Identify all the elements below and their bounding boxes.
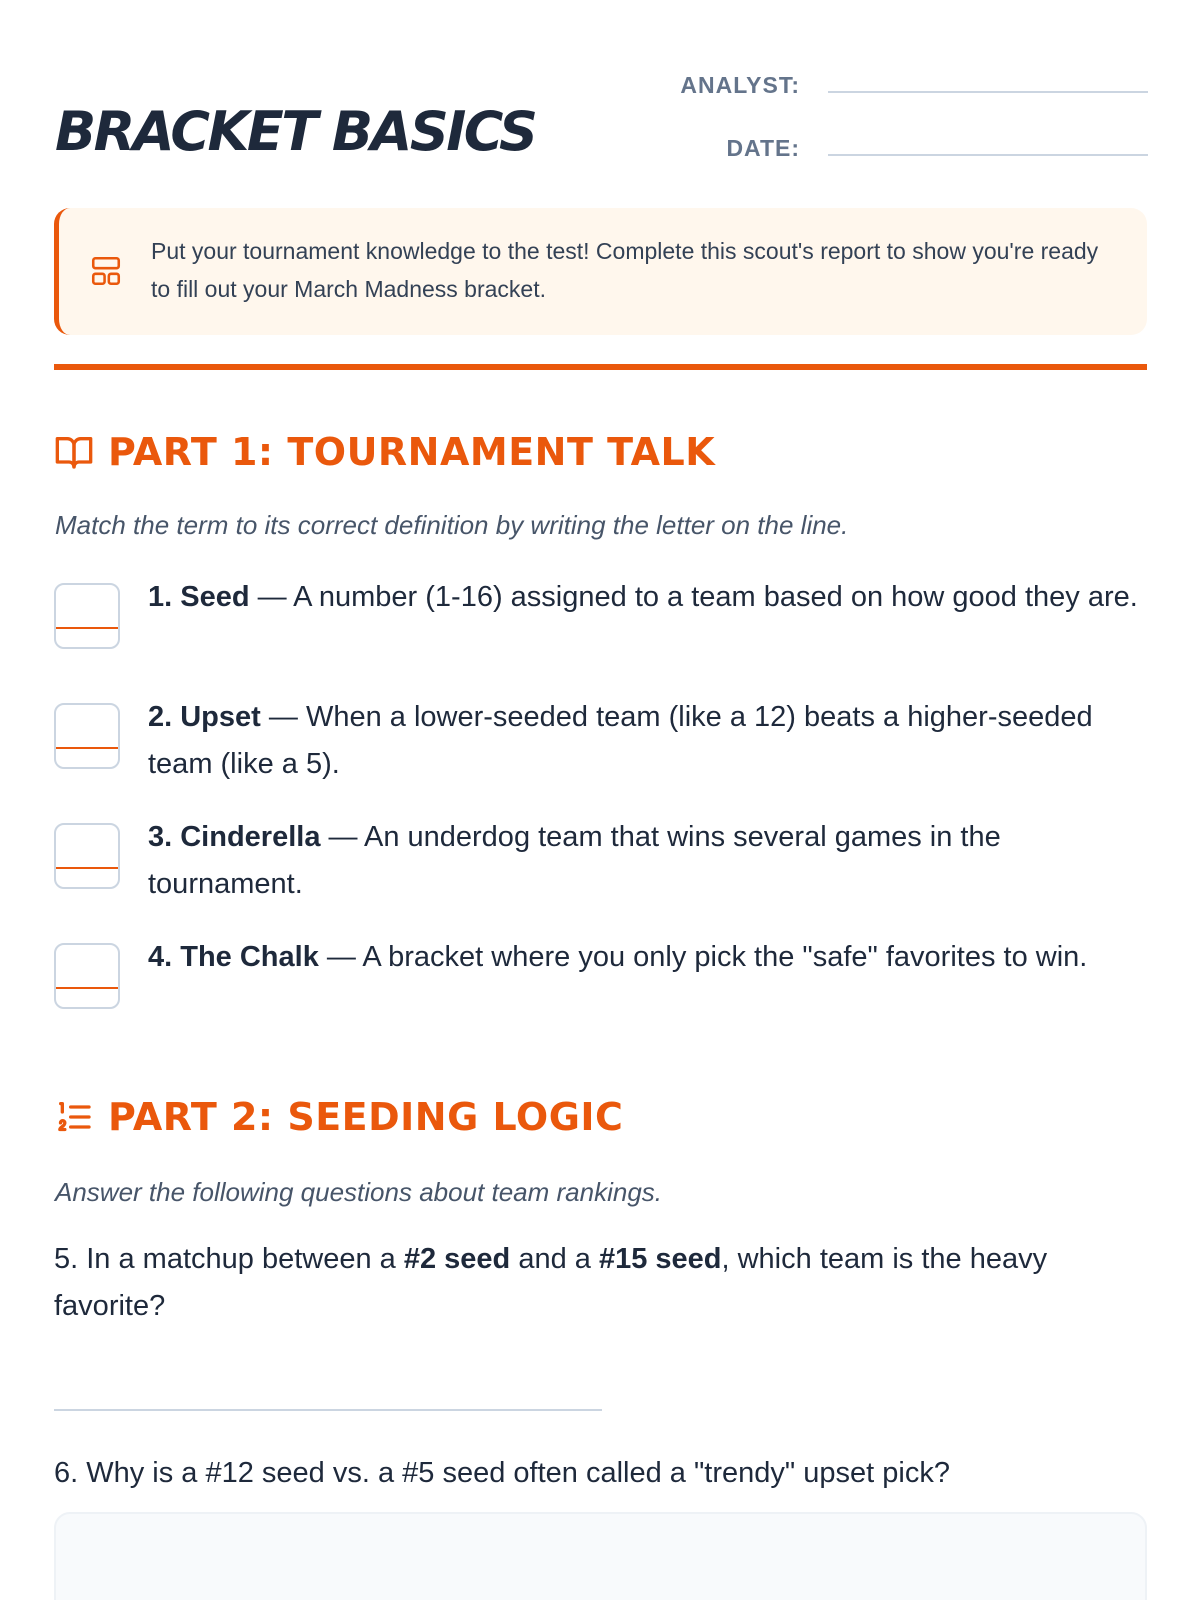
match-definition: A number (1-16) assigned to a team based on how good they are. bbox=[293, 581, 1138, 613]
match-answer-box[interactable] bbox=[54, 703, 120, 769]
match-item bbox=[54, 694, 1147, 794]
date-label: DATE: bbox=[726, 135, 800, 161]
q5-text-mid: and a bbox=[510, 1243, 599, 1275]
answer-blank-line bbox=[56, 627, 118, 629]
date-field bbox=[640, 133, 1148, 163]
match-separator: — bbox=[249, 581, 294, 613]
layout-icon bbox=[89, 254, 123, 288]
match-answer-box[interactable] bbox=[54, 943, 120, 1009]
match-answer-box[interactable] bbox=[54, 583, 120, 649]
part2-instructions: Answer the following questions about team rankings. bbox=[55, 1177, 663, 1207]
intro-callout bbox=[54, 208, 1147, 335]
match-item bbox=[54, 814, 1147, 914]
q5-seed-a: #2 seed bbox=[403, 1243, 511, 1275]
part1-heading: PART 1: TOURNAMENT TALK bbox=[108, 430, 716, 474]
match-term: 3. Cinderella bbox=[148, 821, 321, 853]
list-ordered-icon bbox=[54, 1097, 94, 1137]
analyst-input-line[interactable] bbox=[828, 91, 1148, 93]
analyst-field bbox=[640, 70, 1148, 100]
match-term: 4. The Chalk bbox=[148, 941, 319, 973]
q5-seed-b: #15 seed bbox=[598, 1243, 722, 1275]
q5-text-end: , which team is the heavy favorite? bbox=[54, 1243, 1048, 1322]
match-item bbox=[54, 934, 1147, 1034]
q5-answer-line[interactable] bbox=[54, 1409, 602, 1411]
analyst-label: ANALYST: bbox=[680, 72, 800, 98]
q5-text-start: 5. In a matchup between a bbox=[54, 1243, 404, 1275]
answer-blank-line bbox=[56, 867, 118, 869]
question-5 bbox=[54, 1236, 1147, 1330]
match-text bbox=[148, 934, 1148, 981]
book-open-icon bbox=[54, 432, 94, 472]
match-text bbox=[148, 694, 1148, 788]
match-separator: — bbox=[318, 941, 363, 973]
part1-heading-row bbox=[54, 427, 715, 477]
intro-text: Put your tournament knowledge to the test! Complete this scout's report to show you're ready to fill out your March Madness bracket. bbox=[151, 238, 1099, 302]
answer-blank-line bbox=[56, 747, 118, 749]
q6-answer-area[interactable] bbox=[54, 1512, 1147, 1600]
match-term: 1. Seed bbox=[148, 581, 250, 613]
part1-instructions: Match the term to its correct definition by writing the letter on the line. bbox=[55, 510, 849, 540]
match-definition: When a lower-seeded team (like a 12) beats a higher-seeded team (like a 5). bbox=[148, 701, 1093, 780]
match-term: 2. Upset bbox=[148, 701, 261, 733]
answer-blank-line bbox=[56, 987, 118, 989]
part2-heading-row bbox=[54, 1092, 623, 1142]
part2-heading: PART 2: SEEDING LOGIC bbox=[108, 1095, 624, 1139]
page-title: BRACKET BASICS bbox=[55, 100, 536, 163]
match-answer-box[interactable] bbox=[54, 823, 120, 889]
match-text bbox=[148, 814, 1148, 908]
question-6: 6. Why is a #12 seed vs. a #5 seed often called a "trendy" upset pick? bbox=[54, 1457, 950, 1489]
match-separator: — bbox=[260, 701, 306, 733]
date-input-line[interactable] bbox=[828, 154, 1148, 156]
match-separator: — bbox=[320, 821, 364, 853]
match-item bbox=[54, 574, 1147, 674]
section-divider bbox=[54, 364, 1147, 370]
match-definition: A bracket where you only pick the "safe" favorites to win. bbox=[362, 941, 1088, 973]
match-definition: An underdog team that wins several games in the tournament. bbox=[148, 821, 1001, 900]
match-text bbox=[148, 574, 1148, 621]
